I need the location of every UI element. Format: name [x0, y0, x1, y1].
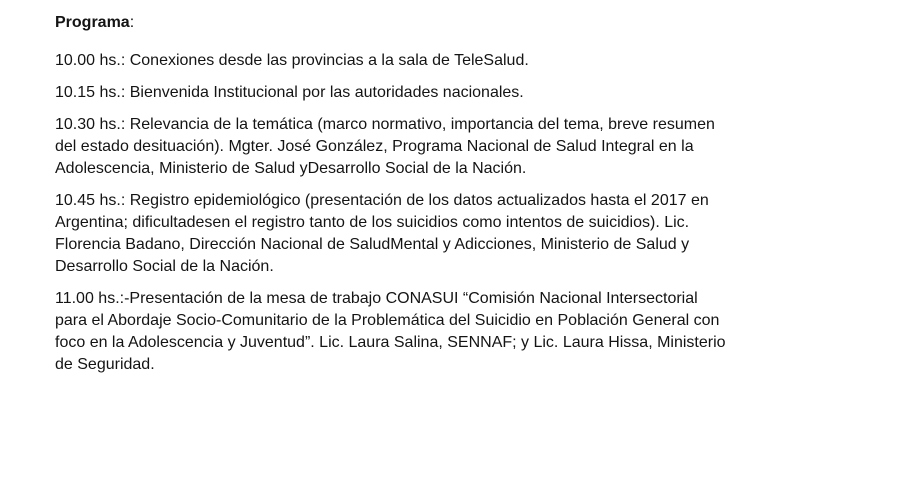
schedule-item-1045	[55, 190, 855, 278]
schedule-item-line: 10.15 hs.: Bienvenida Institucional por las autoridades nacionales.	[55, 84, 524, 101]
schedule-item-1100	[55, 288, 855, 376]
schedule-item-line: para el Abordaje Socio-Comunitario de la Problemática del Suicidio en Población General con	[55, 312, 720, 329]
program-heading-colon: :	[129, 14, 135, 31]
schedule-item-line: Florencia Badano, Dirección Nacional de SaludMental y Adicciones, Ministerio de Salud y	[55, 236, 690, 253]
schedule-item-line: 10.45 hs.: Registro epidemiológico (presentación de los datos actualizados hasta el 2017 en	[55, 192, 709, 209]
document-page	[55, 12, 855, 386]
schedule-item-line: 10.00 hs.: Conexiones desde las provincias a la sala de TeleSalud.	[55, 52, 529, 69]
schedule-item-line: Adolescencia, Ministerio de Salud yDesarrollo Social de la Nación.	[55, 160, 527, 177]
schedule-item-line: 11.00 hs.:-Presentación de la mesa de trabajo CONASUI “Comisión Nacional Intersectorial	[55, 290, 698, 307]
schedule-item-line: 10.30 hs.: Relevancia de la temática (marco normativo, importancia del tema, breve resumen	[55, 116, 715, 133]
program-heading	[55, 12, 855, 34]
program-heading-label: Programa	[55, 14, 130, 31]
schedule-item-line: Argentina; dificultadesen el registro tanto de los suicidios como intentos de suicidios). Lic.	[55, 214, 690, 231]
schedule-item-line: Desarrollo Social de la Nación.	[55, 258, 274, 275]
schedule-item-line: foco en la Adolescencia y Juventud”. Lic. Laura Salina, SENNAF; y Lic. Laura Hissa, Ministerio	[55, 334, 726, 351]
schedule-item-line: de Seguridad.	[55, 356, 155, 373]
schedule-item-1015	[55, 82, 855, 104]
schedule-item-1000	[55, 50, 855, 72]
schedule-item-line: del estado desituación). Mgter. José González, Programa Nacional de Salud Integral en la	[55, 138, 694, 155]
schedule-item-1030	[55, 114, 855, 180]
